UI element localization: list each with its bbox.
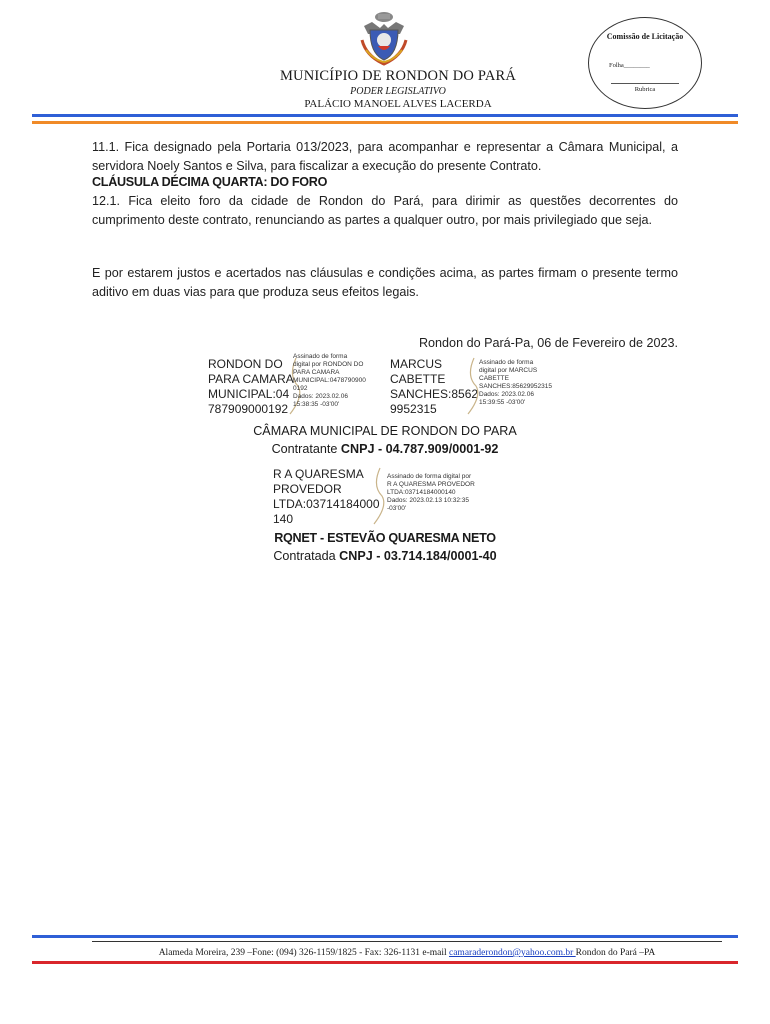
header-blue-bar xyxy=(32,114,738,117)
palace-subtitle: PALÁCIO MANOEL ALVES LACERDA xyxy=(304,98,492,110)
signature-info-line: digital por MARCUS xyxy=(479,367,538,374)
contratante-name: CÂMARA MUNICIPAL DE RONDON DO PARA xyxy=(253,424,517,438)
signature-info-line: CABETTE xyxy=(479,375,509,382)
signature-name-line: PARA CAMARA xyxy=(208,372,294,386)
footer-red-bar xyxy=(32,961,738,964)
signature-info-line: Dados: 2023.02.06 xyxy=(293,393,348,400)
signature-info-line: SANCHES:85629952315 xyxy=(479,383,552,390)
signature-info-line: MUNICIPAL:0478790900 xyxy=(293,377,366,384)
stamp-title: Comissão de Licitação xyxy=(606,32,684,41)
place-date: Rondon do Pará-Pa, 06 de Fevereiro de 2023. xyxy=(418,336,678,350)
footer-city: Rondon do Pará –PA xyxy=(575,948,656,958)
contratada-cnpj: CNPJ - 03.714.184/0001-40 xyxy=(339,549,497,563)
contratante-line xyxy=(100,442,670,456)
signature-name-line: LTDA:03714184000 xyxy=(273,497,380,511)
commission-stamp xyxy=(588,17,702,109)
footer-address-text: Alameda Moreira, 239 –Fone: (094) 326-1159/1825 - Fax: 326-1131 e-mail xyxy=(158,948,449,958)
clause-14-heading: CLÁUSULA DÉCIMA QUARTA: DO FORO xyxy=(92,175,328,189)
municipality-title: MUNICÍPIO DE RONDON DO PARÁ xyxy=(279,68,517,84)
contratada-name: RQNET - ESTEVÃO QUARESMA NETO xyxy=(274,531,496,545)
signature-camara-info xyxy=(293,353,383,409)
signature-info-line: digital por RONDON DO xyxy=(293,361,364,368)
clause-12-1: 12.1. Fica eleito foro da cidade de Rondon do Pará, para dirimir as questões decorrentes do cumprimento deste contrato, renunciando as partes a qualquer outro, por mais privilegiado que seja. xyxy=(92,194,678,227)
signature-name-line: CABETTE xyxy=(390,372,446,386)
clause-11-1: 11.1. Fica designado pela Portaria 013/2023, para acompanhar e representar a Câmara Municipal, a servidora Noely Santos e Silva, para fiscalizar a execução do presente Contrato. xyxy=(92,140,678,173)
signature-info-line: PARA CAMARA xyxy=(293,369,340,376)
footer-blue-bar xyxy=(32,935,738,938)
signature-name-line: MUNICIPAL:04 xyxy=(208,387,290,401)
signature-info-line: Assinado de forma digital por xyxy=(387,473,472,480)
footer-email-link[interactable]: camaraderondon@yahoo.com.br xyxy=(449,948,576,958)
header-orange-bar xyxy=(32,121,738,124)
signature-name-line: 9952315 xyxy=(390,402,437,416)
signature-name-line: 140 xyxy=(273,512,294,526)
contratante-cnpj: CNPJ - 04.787.909/0001-92 xyxy=(340,442,499,456)
signature-name-line: SANCHES:8562 xyxy=(390,387,479,401)
stamp-rubrica-line xyxy=(611,83,679,84)
footer-divider xyxy=(92,941,722,942)
stamp-rubrica: Rubrica xyxy=(634,86,656,93)
signature-info-line: 15:39:55 -03'00' xyxy=(479,399,526,406)
signature-info-line: 15:38:35 -03'00' xyxy=(293,401,340,408)
signature-name-line: R A QUARESMA xyxy=(273,467,364,481)
stamp-folha: Folha________ xyxy=(609,62,650,69)
signature-info-line: R A QUARESMA PROVEDOR xyxy=(387,481,475,488)
municipal-crest-icon xyxy=(360,10,408,66)
signature-quaresma-info xyxy=(387,473,507,513)
contratada-label: Contratada xyxy=(273,549,336,563)
signature-info-line: Dados: 2023.02.06 xyxy=(479,391,534,398)
legislative-subtitle: PODER LEGISLATIVO xyxy=(350,86,446,97)
contratada-line xyxy=(100,549,670,563)
footer-address xyxy=(92,948,722,958)
signature-name-line: PROVEDOR xyxy=(273,482,342,496)
signature-marcus-info xyxy=(479,359,571,407)
contratante-label: Contratante xyxy=(271,442,338,456)
signature-info-line: Assinado de forma xyxy=(293,353,348,360)
signature-name-line: 787909000192 xyxy=(208,402,289,416)
signature-info-line: Dados: 2023.02.13 10:32:35 xyxy=(387,497,470,504)
signature-name-line: RONDON DO xyxy=(208,357,283,371)
signature-name-line: MARCUS xyxy=(390,357,443,371)
signature-info-line: -03'00' xyxy=(387,505,407,512)
signature-info-line: 0192 xyxy=(293,385,308,392)
signature-info-line: LTDA:03714184000140 xyxy=(387,489,456,496)
signature-info-line: Assinado de forma xyxy=(479,359,534,366)
closing-paragraph: E por estarem justos e acertados nas cláusulas e condições acima, as partes firmam o presente termo aditivo em duas vias para que produza seus efeitos legais. xyxy=(92,266,678,299)
